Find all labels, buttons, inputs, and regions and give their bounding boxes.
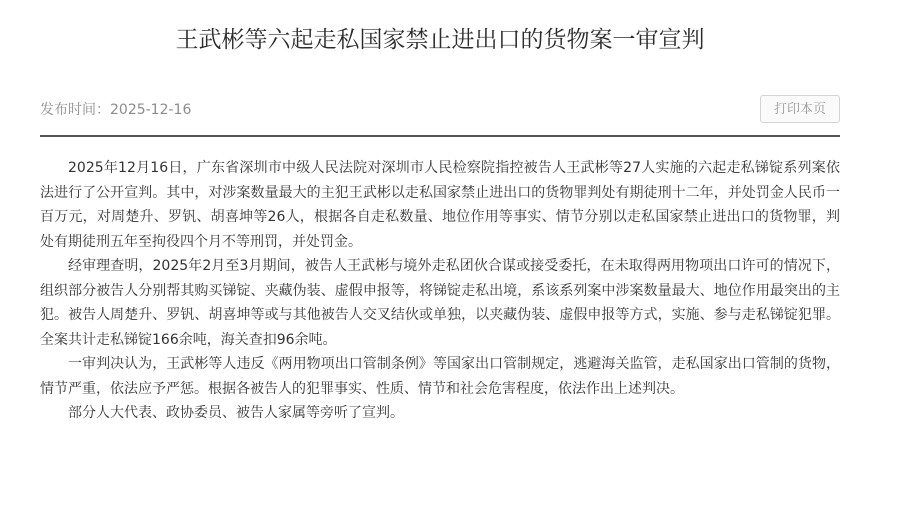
publish-date: [40, 100, 191, 120]
title-divider: [40, 135, 840, 137]
paragraph-4: 部分人大代表、政协委员、被告人家属等旁听了宣判。: [68, 405, 404, 421]
paragraph-2: 经审理查明，2025年2月至3月期间，被告人王武彬与境外走私团伙合谋或接受委托，在未取得两用物项出口许可的情况下，组织部分被告人分别帮其购买锑锭、夹藏伪装、虚假申报等，将锑锭走私出境，系该系列案中涉案数量最大、地位作用最突出的主犯。被告人周楚升、罗钒、胡喜坤等或与其他被告人交叉结伙或单独，以夹藏伪装、虚假申报等方式，实施、参与走私锑锭犯罪。全案共计走私锑锭166余吨，海关查扣96余吨。: [40, 258, 840, 348]
article-meta: [40, 95, 840, 125]
paragraph-3: 一审判决认为，王武彬等人违反《两用物项出口管制条例》等国家出口管制规定，逃避海关监管，走私国家出口管制的货物，情节严重，依法应予严惩。根据各被告人的犯罪事实、性质、情节和社会危害程度，依法作出上述判决。: [40, 356, 840, 397]
publish-date-value: 2025-12-16: [110, 102, 192, 118]
publish-label: 发布时间：: [40, 102, 110, 118]
print-button[interactable]: 打印本页: [760, 95, 840, 123]
article-body: [40, 156, 840, 426]
article-title: 王武彬等六起走私国家禁止进出口的货物案一审宣判: [175, 27, 705, 53]
article-page: [40, 0, 840, 511]
paragraph-1: 2025年12月16日，广东省深圳市中级人民法院对深圳市人民检察院指控被告人王武彬等27人实施的六起走私锑锭系列案依法进行了公开宣判。其中，对涉案数量最大的主犯王武彬以走私国家禁止进出口的货物罪判处有期徒刑十二年，并处罚金人民币一百万元，对周楚升、罗钒、胡喜坤等26人，根据各自走私数量、地位作用等事实、情节分别以走私国家禁止进出口的货物罪，判处有期徒刑五年至拘役四个月不等刑罚，并处罚金。: [40, 160, 840, 250]
